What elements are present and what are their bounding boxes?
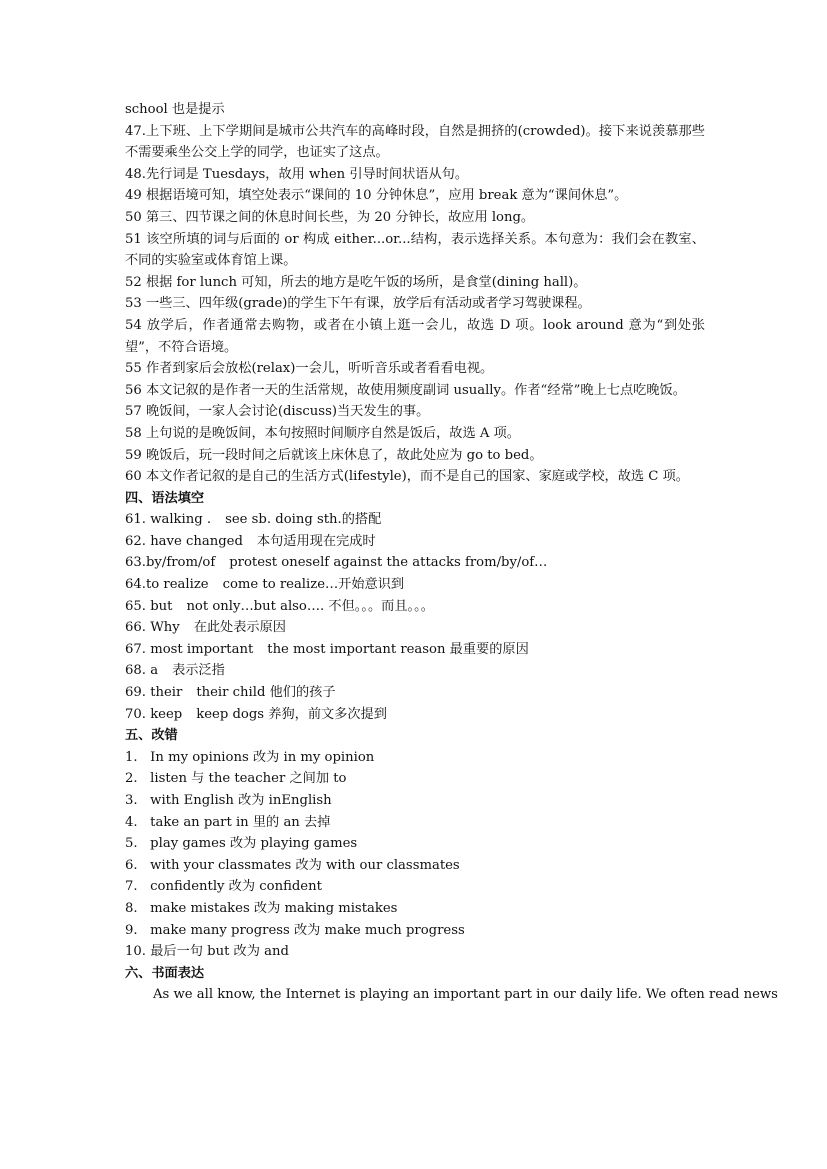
item-answer: to realize xyxy=(145,577,209,593)
grammar-item xyxy=(125,596,705,618)
item-note: keep dogs 养狗，前文多次提到 xyxy=(196,706,387,722)
correction-item xyxy=(125,876,705,898)
item-number: 7. xyxy=(125,879,138,895)
note-51: 51 该空所填的词与后面的 or 构成 either...or...结构，表示选择关系。本句意为：我们会在教室、不同的实验室或体育馆上课。 xyxy=(125,231,705,269)
item-note: the most important reason 最重要的原因 xyxy=(267,641,529,657)
note-48: 48.先行词是 Tuesdays，故用 when 引导时间状语从句。 xyxy=(125,166,469,182)
item-number: 6. xyxy=(125,857,138,873)
item-note: not only…but also…. 不但。。。而且。。。 xyxy=(186,598,434,614)
grammar-item xyxy=(125,509,705,531)
item-text: 最后一句 but 改为 and xyxy=(150,944,289,960)
item-number: 2. xyxy=(125,771,138,787)
item-text: make many progress 改为 make much progress xyxy=(150,922,465,938)
item-number: 64. xyxy=(125,577,146,593)
item-answer: but xyxy=(150,598,173,614)
grammar-list xyxy=(125,509,705,725)
grammar-item xyxy=(125,639,705,661)
item-note: protest oneself against the attacks from/by/of… xyxy=(229,555,548,571)
note-52: 52 根据 for lunch 可知，所去的地方是吃午饭的场所，是食堂(dining hall)。 xyxy=(125,274,587,290)
section-grammar-title: 四、语法填空 xyxy=(125,490,205,506)
notes-list xyxy=(125,121,705,488)
item-note: their child 他们的孩子 xyxy=(196,685,336,701)
item-number: 8. xyxy=(125,900,138,916)
item-answer: most important xyxy=(150,641,254,657)
correction-item xyxy=(125,812,705,834)
correction-item xyxy=(125,768,705,790)
item-note: 表示泛指 xyxy=(172,663,225,679)
item-number: 5. xyxy=(125,836,138,852)
item-number: 3. xyxy=(125,793,138,808)
grammar-item xyxy=(125,574,705,596)
item-number: 62. xyxy=(125,533,146,549)
item-number: 63. xyxy=(125,555,146,571)
grammar-item xyxy=(125,552,705,574)
grammar-item xyxy=(125,531,705,553)
correction-item xyxy=(125,833,705,855)
note-58: 58 上句说的是晚饭间，本句按照时间顺序自然是饭后，故选 A 项。 xyxy=(125,425,520,441)
note-50: 50 第三、四节课之间的休息时间长些，为 20 分钟长，故应用 long。 xyxy=(125,209,535,225)
grammar-item xyxy=(125,682,705,704)
note-60: 60 本文作者记叙的是自己的生活方式(lifestyle)，而不是自己的国家、家庭或学校，故选 C 项。 xyxy=(125,469,689,485)
item-number: 67. xyxy=(125,641,146,657)
item-number: 10. xyxy=(125,944,146,960)
item-text: with English 改为 inEnglish xyxy=(150,793,332,808)
item-text: play games 改为 playing games xyxy=(150,836,358,852)
item-answer: Why xyxy=(150,620,180,636)
correction-item xyxy=(125,855,705,877)
item-answer: by/from/of xyxy=(145,555,216,571)
item-text: In my opinions 改为 in my opinion xyxy=(150,749,375,765)
note-47: 47.上下班、上下学期间是城市公共汽车的高峰时段，自然是拥挤的(crowded)。接下来说羡慕那些不需要乘坐公交上学的同学，也证实了这点。 xyxy=(125,123,705,161)
note-53: 53 一些三、四年级(grade)的学生下午有课，放学后有活动或者学习驾驶课程。 xyxy=(125,296,591,312)
item-answer: a xyxy=(150,663,159,679)
item-number: 65. xyxy=(125,598,146,614)
item-text: make mistakes 改为 making mistakes xyxy=(150,900,398,916)
item-number: 69. xyxy=(125,685,146,701)
item-note: 在此处表示原因 xyxy=(193,620,286,636)
item-answer: keep xyxy=(150,706,183,722)
item-text: take an part in 里的 an 去掉 xyxy=(150,814,331,830)
grammar-item xyxy=(125,660,705,682)
intro-line: school 也是提示 xyxy=(125,102,225,117)
correction-item xyxy=(125,790,705,812)
correction-item xyxy=(125,941,705,963)
item-text: with your classmates 改为 with our classmates xyxy=(150,857,460,873)
note-55: 55 作者到家后会放松(relax)一会儿，听听音乐或者看看电视。 xyxy=(125,361,494,377)
grammar-item xyxy=(125,617,705,639)
item-answer: their xyxy=(150,685,183,701)
note-56: 56 本文记叙的是作者一天的生活常规，故使用频度副词 usually。作者“经常”晚上七点吃晚饭。 xyxy=(125,382,686,398)
item-number: 61. xyxy=(125,512,146,528)
item-note: see sb. doing sth.的搭配 xyxy=(225,512,382,528)
item-note: 本句适用现在完成时 xyxy=(256,533,376,549)
item-text: listen 与 the teacher 之间加 to xyxy=(150,771,347,787)
item-number: 1. xyxy=(125,749,138,765)
item-text: confidently 改为 confident xyxy=(150,879,322,895)
grammar-item xyxy=(125,704,705,726)
item-number: 66. xyxy=(125,620,146,636)
item-note: come to realize…开始意识到 xyxy=(222,577,405,593)
note-49: 49 根据语境可知，填空处表示“课间的 10 分钟休息”，应用 break 意为“课间休息”。 xyxy=(125,188,628,204)
item-answer: walking . xyxy=(150,512,212,528)
item-number: 4. xyxy=(125,814,138,830)
essay-first-line: As we all know, the Internet is playing an important part in our daily life. We often read news xyxy=(153,987,778,1003)
note-57: 57 晚饭间，一家人会讨论(discuss)当天发生的事。 xyxy=(125,404,430,420)
section-writing-title: 六、书面表达 xyxy=(125,965,205,981)
correction-item xyxy=(125,747,705,769)
item-answer: have changed xyxy=(150,533,243,549)
document-page xyxy=(125,99,778,1006)
item-number: 70. xyxy=(125,706,146,722)
section-correction-title: 五、改错 xyxy=(125,728,178,744)
correction-item xyxy=(125,898,705,920)
note-59: 59 晚饭后，玩一段时间之后就该上床休息了，故此处应为 go to bed。 xyxy=(125,447,543,463)
item-number: 9. xyxy=(125,922,138,938)
corrections-list xyxy=(125,747,705,963)
note-54: 54 放学后，作者通常去购物，或者在小镇上逛一会儿，故选 D 项。look around 意为“到处张望”，不符合语境。 xyxy=(125,317,705,355)
correction-item xyxy=(125,920,705,942)
item-number: 68. xyxy=(125,663,146,679)
